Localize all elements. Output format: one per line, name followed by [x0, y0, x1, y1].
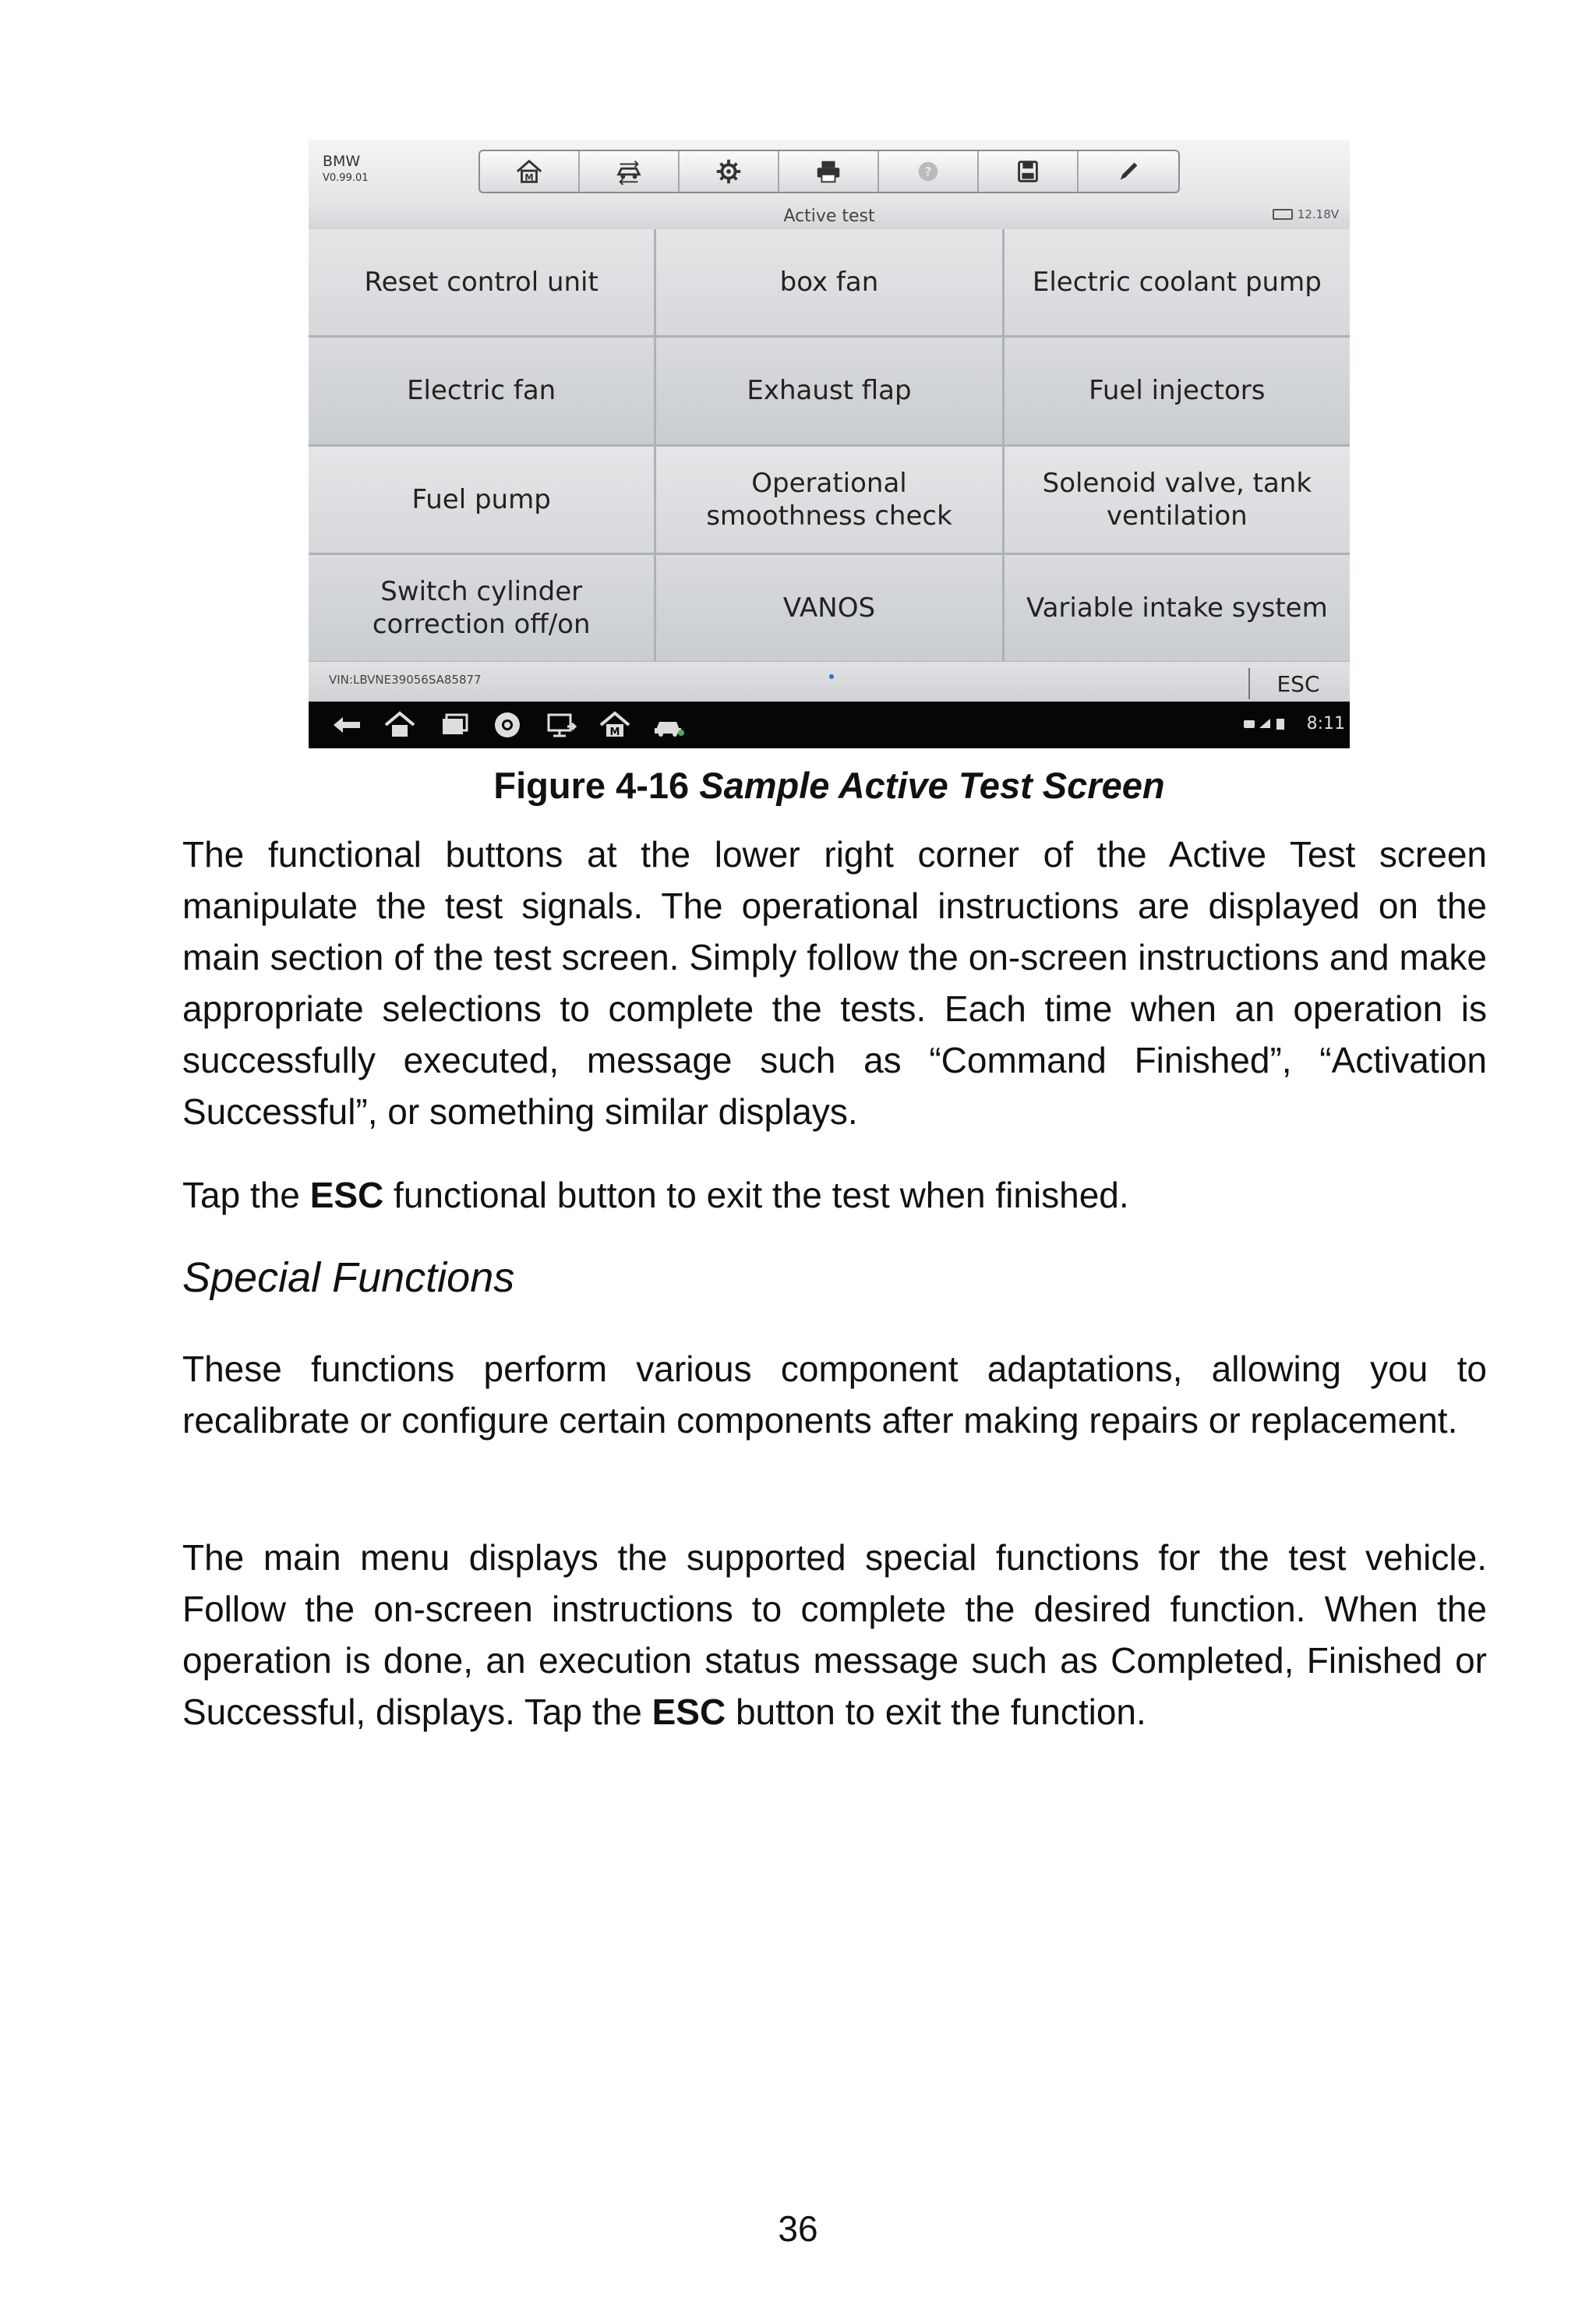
chrome-icon[interactable]	[489, 709, 525, 741]
active-test-screenshot	[309, 140, 1350, 748]
vehicle-swap-button[interactable]	[580, 151, 680, 192]
printer-icon	[814, 157, 843, 186]
svg-text:M: M	[524, 171, 534, 183]
paragraph-active-test: The functional buttons at the lower right corner of the Active Test screen manipulate the test signals. The operational instructions are displayed on the main section of the test screen. Simply follow the on-screen instructions and make appropriate selections to complete the tests. Each time when an operation is successfully executed, message such as “Command Finished”, “Activation Successful”, or something similar displays.	[182, 834, 1487, 1132]
vin-label: VIN:LBVNE39056SA85877	[329, 673, 482, 687]
voltage-indicator	[1273, 207, 1339, 221]
menu-item-electric-coolant-pump[interactable]: Electric coolant pump	[1005, 229, 1350, 335]
home-button[interactable]	[480, 151, 580, 192]
brand-name: BMW	[323, 153, 361, 170]
menu-item-operational-smoothness-check[interactable]: Operational smoothness check	[656, 447, 1001, 553]
menu-item-electric-fan[interactable]: Electric fan	[309, 338, 654, 444]
maxisys-icon[interactable]	[597, 709, 633, 741]
pen-icon	[1114, 157, 1143, 186]
page-indicator-dot	[829, 674, 834, 679]
p2-esc-bold: ESC	[309, 1175, 384, 1215]
software-version: V0.99.01	[323, 172, 369, 184]
home-icon	[514, 157, 544, 186]
svg-text:?: ?	[924, 164, 932, 179]
vehicle-swap-icon	[614, 157, 644, 186]
brand	[323, 153, 369, 187]
figure-caption	[309, 764, 1350, 807]
back-icon[interactable]	[329, 709, 365, 741]
save-icon	[1013, 157, 1043, 186]
page-number: 36	[778, 2208, 818, 2249]
menu-item-variable-intake-system[interactable]: Variable intake system	[1005, 555, 1350, 661]
p4-esc-bold: ESC	[651, 1692, 726, 1732]
esc-button[interactable]: ESC	[1248, 668, 1347, 699]
help-icon	[913, 157, 943, 186]
settings-gear-icon	[714, 157, 743, 186]
remote-desk-icon[interactable]	[544, 709, 580, 741]
recent-apps-icon[interactable]	[436, 709, 472, 741]
android-nav-bar	[309, 702, 1350, 748]
active-test-menu	[309, 229, 1350, 661]
print-button[interactable]	[779, 151, 879, 192]
figure-title: Sample Active Test Screen	[699, 765, 1165, 806]
menu-item-box-fan[interactable]: box fan	[656, 229, 1001, 335]
p4-text-post: button to exit the function.	[726, 1692, 1146, 1732]
menu-item-fuel-pump[interactable]: Fuel pump	[309, 447, 654, 553]
screen-title: Active test	[783, 207, 875, 226]
clock: 8:11	[1306, 714, 1345, 734]
menu-item-switch-cylinder-correction[interactable]: Switch cylinder correction off/on	[309, 555, 654, 661]
screen-title-bar	[309, 201, 1350, 230]
voltage-value: 12.18V	[1297, 207, 1339, 221]
p4-text-pre: The main menu displays the supported special functions for the test vehicle. Follow the on-screen instructions to complete the desired function. When the operation is done, an execution status message such as Completed, Finished or Successful, displays. Tap the	[182, 1537, 1487, 1732]
paragraph-esc-exit	[182, 1169, 1487, 1221]
status-footer	[309, 661, 1350, 702]
save-button[interactable]	[979, 151, 1079, 192]
battery-icon	[1273, 209, 1293, 220]
notification-status-icons	[1242, 717, 1289, 731]
home-icon[interactable]	[382, 709, 418, 741]
p2-text-post: functional button to exit the test when finished.	[383, 1175, 1129, 1215]
menu-item-fuel-injectors[interactable]: Fuel injectors	[1005, 338, 1350, 444]
top-bar	[309, 140, 1350, 201]
toolbar	[478, 150, 1180, 193]
settings-button[interactable]	[680, 151, 779, 192]
menu-item-exhaust-flap[interactable]: Exhaust flap	[656, 338, 1001, 444]
p2-text-pre: Tap the	[182, 1175, 310, 1215]
pen-button[interactable]	[1079, 151, 1178, 192]
section-heading-special-functions: Special Functions	[182, 1254, 515, 1301]
menu-item-reset-control-unit[interactable]: Reset control unit	[309, 229, 654, 335]
paragraph-special-functions: These functions perform various component adaptations, allowing you to recalibrate or configure certain components after making repairs or replacement.	[182, 1349, 1487, 1441]
menu-item-vanos[interactable]: VANOS	[656, 555, 1001, 661]
figure-number: Figure 4-16	[493, 765, 690, 806]
svg-text:M: M	[609, 727, 620, 738]
vehicle-icon[interactable]	[651, 709, 687, 741]
help-button[interactable]	[879, 151, 979, 192]
menu-item-solenoid-valve-tank-ventilation[interactable]: Solenoid valve, tank ventilation	[1005, 447, 1350, 553]
paragraph-main-menu	[182, 1532, 1487, 1738]
